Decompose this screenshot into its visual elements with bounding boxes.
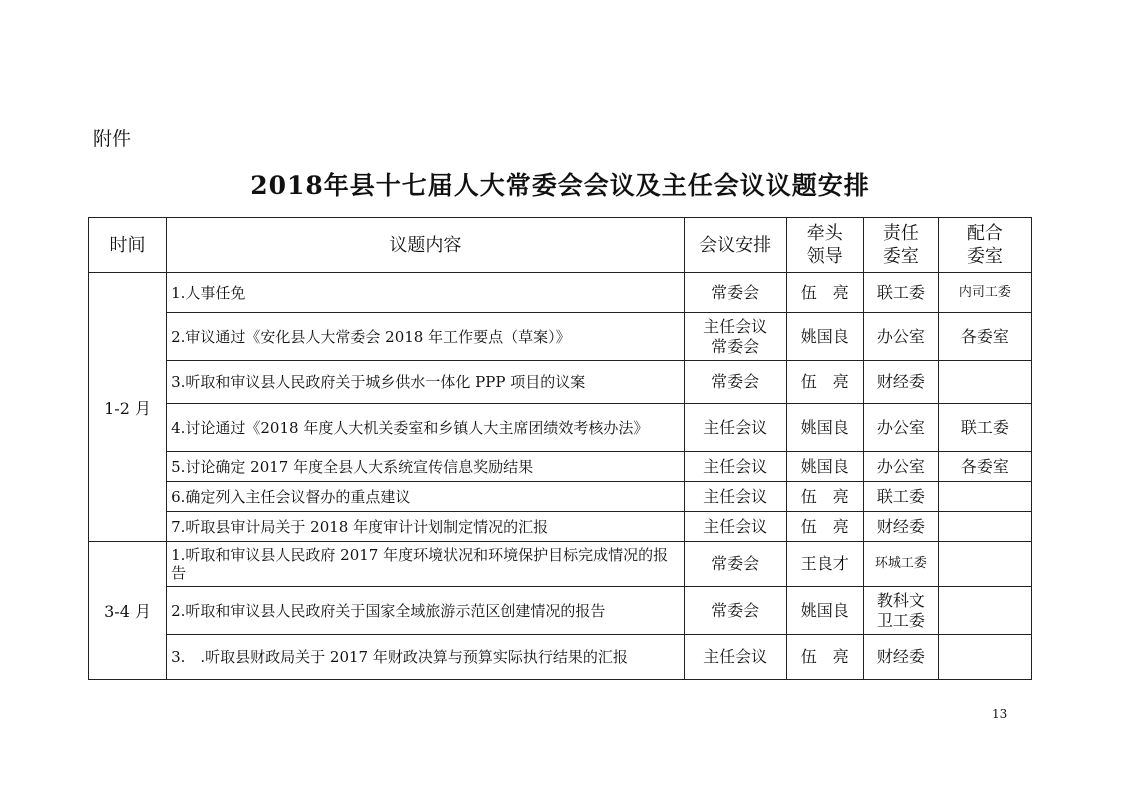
cooperate-cell: 各委室 (938, 452, 1031, 482)
meeting-cell: 常委会 (684, 273, 786, 313)
table-row (89, 587, 1032, 635)
cooperate-cell: 各委室 (938, 313, 1031, 361)
page-number: 13 (992, 707, 1008, 721)
meeting-line2: 常委会 (711, 336, 760, 356)
responsible-cell: 财经委 (863, 361, 938, 404)
header-content: 议题内容 (167, 218, 685, 273)
responsible-cell: 环城工委 (863, 542, 938, 587)
responsible-cell: 办公室 (863, 313, 938, 361)
meeting-cell: 常委会 (684, 587, 786, 635)
header-leader-line2: 领导 (806, 246, 843, 267)
topic-cell: 1.听取和审议县人民政府 2017 年度环境状况和环境保护目标完成情况的报告 (167, 542, 685, 587)
table-row (89, 273, 1032, 313)
meeting-cell: 主任会议 (684, 635, 786, 680)
header-responsible (863, 218, 938, 273)
responsible-cell: 办公室 (863, 404, 938, 452)
cooperate-cell (938, 635, 1031, 680)
agenda-table (88, 217, 1032, 680)
responsible-cell: 办公室 (863, 452, 938, 482)
cooperate-cell (938, 542, 1031, 587)
leader-cell: 伍 亮 (786, 273, 863, 313)
responsible-cell: 财经委 (863, 635, 938, 680)
topic-cell: 2.听取和审议县人民政府关于国家全域旅游示范区创建情况的报告 (167, 587, 685, 635)
table-row (89, 452, 1032, 482)
topic-cell: 5.讨论确定 2017 年度全县人大系统宣传信息奖励结果 (167, 452, 685, 482)
header-cooperate (938, 218, 1031, 273)
attachment-label: 附件 (93, 128, 132, 150)
meeting-cell: 主任会议 (684, 482, 786, 512)
table-row (89, 361, 1032, 404)
meeting-cell (684, 313, 786, 361)
leader-cell: 王良才 (786, 542, 863, 587)
leader-cell: 伍 亮 (786, 512, 863, 542)
topic-cell: 7.听取县审计局关于 2018 年度审计计划制定情况的汇报 (167, 512, 685, 542)
meeting-cell: 常委会 (684, 542, 786, 587)
meeting-cell: 主任会议 (684, 512, 786, 542)
header-cooperate-line2: 委室 (966, 246, 1003, 267)
responsible-cell: 联工委 (863, 482, 938, 512)
header-leader-line1: 牵头 (806, 223, 843, 244)
topic-cell: 2.审议通过《安化县人大常委会 2018 年工作要点（草案）》 (167, 313, 685, 361)
header-responsible-line2: 委室 (882, 246, 919, 267)
table-header-row (89, 218, 1032, 273)
meeting-cell: 主任会议 (684, 404, 786, 452)
leader-cell: 姚国良 (786, 452, 863, 482)
table-row (89, 313, 1032, 361)
header-cooperate-line1: 配合 (966, 223, 1003, 244)
leader-cell: 伍 亮 (786, 361, 863, 404)
header-responsible-line1: 责任 (882, 223, 919, 244)
table-row (89, 635, 1032, 680)
responsible-cell: 联工委 (863, 273, 938, 313)
period-cell: 1-2 月 (89, 273, 167, 542)
header-leader (786, 218, 863, 273)
topic-cell: 3.听取和审议县人民政府关于城乡供水一体化 PPP 项目的议案 (167, 361, 685, 404)
meeting-line1: 主任会议 (703, 316, 768, 336)
cooperate-cell (938, 361, 1031, 404)
meeting-cell: 主任会议 (684, 452, 786, 482)
responsible-line2: 卫工委 (876, 610, 925, 630)
table-row (89, 404, 1032, 452)
cooperate-cell (938, 482, 1031, 512)
leader-cell: 姚国良 (786, 313, 863, 361)
responsible-cell (863, 587, 938, 635)
table-row (89, 512, 1032, 542)
responsible-line1: 教科文 (876, 590, 925, 610)
meeting-cell: 常委会 (684, 361, 786, 404)
header-meeting: 会议安排 (684, 218, 786, 273)
leader-cell: 伍 亮 (786, 635, 863, 680)
topic-cell: 6.确定列入主任会议督办的重点建议 (167, 482, 685, 512)
cooperate-cell (938, 587, 1031, 635)
period-cell: 3-4 月 (89, 542, 167, 680)
leader-cell: 姚国良 (786, 587, 863, 635)
cooperate-cell (938, 512, 1031, 542)
leader-cell: 伍 亮 (786, 482, 863, 512)
responsible-cell: 财经委 (863, 512, 938, 542)
table-row (89, 482, 1032, 512)
leader-cell: 姚国良 (786, 404, 863, 452)
document-title: 2018年县十七届人大常委会会议及主任会议议题安排 (250, 171, 870, 200)
topic-cell: 3. .听取县财政局关于 2017 年财政决算与预算实际执行结果的汇报 (167, 635, 685, 680)
cooperate-cell: 内司工委 (938, 273, 1031, 313)
cooperate-cell: 联工委 (938, 404, 1031, 452)
topic-cell: 1.人事任免 (167, 273, 685, 313)
header-time: 时间 (89, 218, 167, 273)
table-row (89, 542, 1032, 587)
topic-cell: 4.讨论通过《2018 年度人大机关委室和乡镇人大主席团绩效考核办法》 (167, 404, 685, 452)
